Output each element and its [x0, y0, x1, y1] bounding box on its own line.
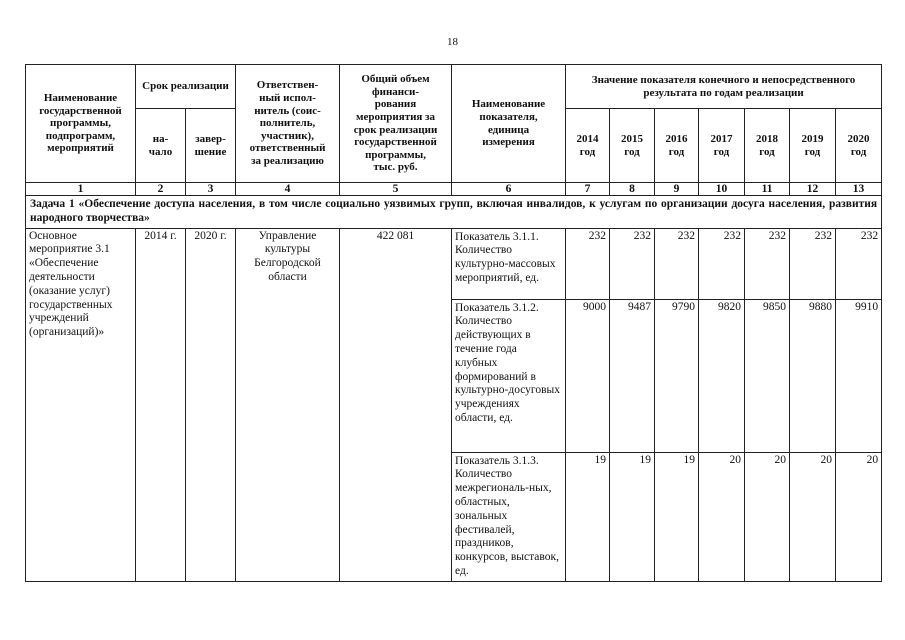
measure-name: Основное мероприятие 3.1 «Обеспечение деятельности (оказание услуг) государственных учреждений (организаций)» — [26, 228, 136, 581]
indicator-value: 20 — [745, 452, 790, 581]
indicator-name: Показатель 3.1.3. Количество межрегиональ-ных, областных, зональных фестивалей, праздников, конкурсов, выставок, ед. — [452, 452, 566, 581]
header-total-volume: Общий объем финанси- рования мероприятия за срок реализации государственной программы, тыс. руб. — [340, 65, 452, 183]
indicator-value: 232 — [836, 228, 882, 299]
header-year-2014: 2014 год — [566, 109, 610, 183]
column-number: 6 — [452, 183, 566, 196]
indicator-value: 232 — [790, 228, 836, 299]
task-title: Задача 1 «Обеспечение доступа населения, в том числе социально уязвимых групп, включая инвалидов, к услугам по организации досуга населения, развития народного творчества» — [26, 196, 882, 229]
header-program-name: Наименование государственной программы, подпрограмм, мероприятий — [26, 65, 136, 183]
column-number: 11 — [745, 183, 790, 196]
indicator-value: 9910 — [836, 299, 882, 452]
indicator-value: 232 — [566, 228, 610, 299]
header-responsible: Ответствен- ный испол- нитель (соис- полнитель, участник), ответственный за реализацию — [236, 65, 340, 183]
page-number: 18 — [447, 36, 458, 48]
indicator-value: 9000 — [566, 299, 610, 452]
header-year-2020: 2020 год — [836, 109, 882, 183]
indicator-value: 9880 — [790, 299, 836, 452]
header-year-2019: 2019 год — [790, 109, 836, 183]
indicator-value: 232 — [699, 228, 745, 299]
indicator-name: Показатель 3.1.1. Количество культурно-массовых мероприятий, ед. — [452, 228, 566, 299]
indicator-value: 9790 — [655, 299, 699, 452]
header-values: Значение показателя конечного и непосредственного результата по годам реализации — [566, 65, 882, 109]
header-indicator-name: Наименование показателя, единица измерения — [452, 65, 566, 183]
measure-start: 2014 г. — [136, 228, 186, 581]
column-number: 8 — [610, 183, 655, 196]
indicator-value: 232 — [610, 228, 655, 299]
header-year-2015: 2015 год — [610, 109, 655, 183]
indicator-value: 20 — [790, 452, 836, 581]
column-number: 9 — [655, 183, 699, 196]
column-number: 5 — [340, 183, 452, 196]
indicator-value: 9820 — [699, 299, 745, 452]
header-year-2016: 2016 год — [655, 109, 699, 183]
column-number: 13 — [836, 183, 882, 196]
indicator-value: 232 — [745, 228, 790, 299]
indicator-value: 20 — [836, 452, 882, 581]
measure-responsible: Управление культуры Белгородской области — [236, 228, 340, 581]
column-number: 10 — [699, 183, 745, 196]
column-number: 3 — [186, 183, 236, 196]
indicator-value: 9487 — [610, 299, 655, 452]
header-year-2018: 2018 год — [745, 109, 790, 183]
header-term-start: на- чало — [136, 109, 186, 183]
measure-volume: 422 081 — [340, 228, 452, 581]
column-number-row — [26, 183, 882, 196]
program-table — [25, 64, 882, 582]
indicator-value: 9850 — [745, 299, 790, 452]
indicator-value: 19 — [655, 452, 699, 581]
column-number: 2 — [136, 183, 186, 196]
header-year-2017: 2017 год — [699, 109, 745, 183]
indicator-value: 20 — [699, 452, 745, 581]
task-row — [26, 196, 882, 229]
indicator-row — [26, 228, 882, 299]
header-term-end: завер- шение — [186, 109, 236, 183]
column-number: 7 — [566, 183, 610, 196]
measure-end: 2020 г. — [186, 228, 236, 581]
column-number: 12 — [790, 183, 836, 196]
indicator-value: 232 — [655, 228, 699, 299]
column-number: 4 — [236, 183, 340, 196]
column-number: 1 — [26, 183, 136, 196]
indicator-value: 19 — [566, 452, 610, 581]
indicator-name: Показатель 3.1.2. Количество действующих в течение года клубных формирований в культурно-досуговых учреждениях области, ед. — [452, 299, 566, 452]
header-row-1 — [26, 65, 882, 109]
indicator-value: 19 — [610, 452, 655, 581]
header-term: Срок реализации — [136, 65, 236, 109]
